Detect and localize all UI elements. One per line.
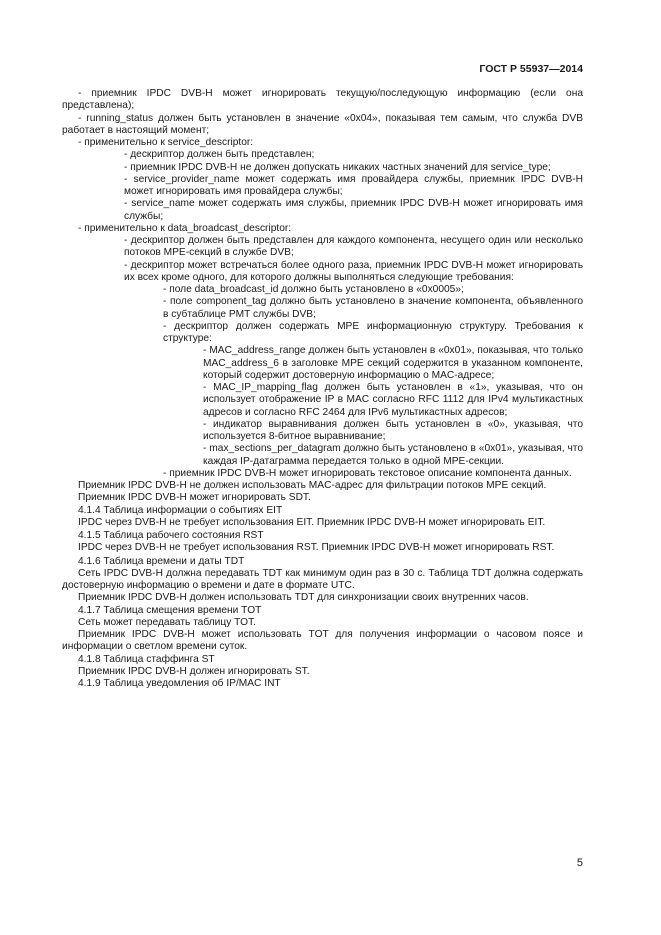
paragraph: - service_provider_name может содержать имя провайдера службы, приемник IPDC DVB-H может игнорировать имя провайдера службы; [124, 173, 583, 197]
paragraph: - индикатор выравнивания должен быть установлен в «0», указывая, что используется 8-битное выравнивание; [203, 418, 583, 442]
paragraph: - дескриптор должен содержать MPE информационную структуру. Требования к структуре: [163, 320, 583, 344]
paragraph: Приемник IPDC DVB-H должен игнорировать ST. [78, 665, 310, 677]
paragraph: IPDC через DVB-H не требует использования EIT. Приемник IPDC DVB-H может игнорировать EIT. [78, 516, 546, 528]
paragraph: - дескриптор может встречаться более одного раза, приемник IPDC DVB-H может игнорировать их всех кроме одного, для которого должны выполняться следующие требования: [124, 259, 583, 283]
paragraph: IPDC через DVB-H не требует использования RST. Приемник IPDC DVB-H может игнорировать RST. [78, 542, 555, 554]
paragraph: - MAC_address_range должен быть установлен в «0x01», показывая, что только MAC_address_6 в заголовке MPE секций содержится в указанном компоненте, который содержит достоверную информацию о MAC-адресе; [203, 345, 583, 381]
paragraph: 4.1.9 Таблица уведомления об IP/MAC INT [78, 678, 281, 689]
paragraph: Приемник IPDC DVB-H должен использовать TDT для синхронизации своих внутренних часов. [78, 592, 529, 604]
paragraph: 4.1.5 Таблица рабочего состояния RST [78, 530, 264, 541]
paragraph: Приемник IPDC DVB-H не должен использовать MAC-адрес для фильтрации потоков MPE секций. [78, 480, 547, 491]
document-code-header: ГОСТ Р 55937—2014 [479, 63, 583, 75]
document-body [62, 88, 583, 690]
paragraph: - поле component_tag должно быть установлено в значение компонента, объявленного в субтаблице PMT службы DVB; [163, 296, 583, 320]
paragraph: Приемник IPDC DVB-H может использовать TOT для получения информации о часовом поясе и информации о светлом времени суток. [62, 629, 583, 653]
page-number: 5 [576, 857, 583, 869]
paragraph: - приемник IPDC DVB-H не должен допускать никаких частных значений для service_type; [124, 161, 551, 173]
paragraph: 4.1.6 Таблица времени и даты TDT [78, 555, 245, 567]
paragraph: - max_sections_per_datagram должно быть установлено в «0x01», указывая, что каждая IP-датаграмма передается только в одной MPE-секции. [203, 443, 583, 467]
paragraph: - MAC_IP_mapping_flag должен быть установлен в «1», указывая, что он использует отображение IP в MAC согласно RFC 1112 для IPv4 мультикастных адресов и согласно RFC 2464 для IPv6 мультикастных адресов; [203, 382, 583, 418]
paragraph: 4.1.8 Таблица стаффинга ST [78, 653, 215, 665]
paragraph: Приемник IPDC DVB-H может игнорировать SDT. [78, 492, 311, 504]
paragraph: - running_status должен быть установлен в значение «0x04», показывая тем самым, что служба DVB работает в настоящий момент; [62, 112, 583, 136]
paragraph: - поле data_broadcast_id должно быть установлено в «0x0005»; [163, 284, 464, 295]
paragraph: Сеть IPDC DVB-H должна передавать TDT как минимум один раз в 30 с. Таблица TDT должна содержать достоверную информацию о времени и дате в формате UTC. [62, 567, 583, 591]
paragraph: - дескриптор должен быть представлен для каждого компонента, несущего один или несколько потоков MPE-секций в службе DVB; [124, 235, 583, 259]
paragraph: - дескриптор должен быть представлен; [124, 149, 315, 161]
paragraph: - применительно к service_descriptor: [78, 137, 254, 148]
paragraph: - приемник IPDC DVB-H может игнорировать текущую/последующую информацию (если она представлена); [62, 88, 583, 112]
paragraph: Сеть может передавать таблицу TOT. [78, 616, 256, 628]
paragraph: 4.1.7 Таблица смещения времени TOT [78, 604, 262, 616]
paragraph: - применительно к data_broadcast_descriptor: [78, 222, 292, 234]
paragraph: 4.1.4 Таблица информации о событиях EIT [78, 504, 283, 516]
paragraph: - service_name может содержать имя службы, приемник IPDC DVB-H может игнорировать имя службы; [124, 198, 583, 222]
paragraph: - приемник IPDC DVB-H может игнорировать текстовое описание компонента данных. [163, 467, 572, 479]
